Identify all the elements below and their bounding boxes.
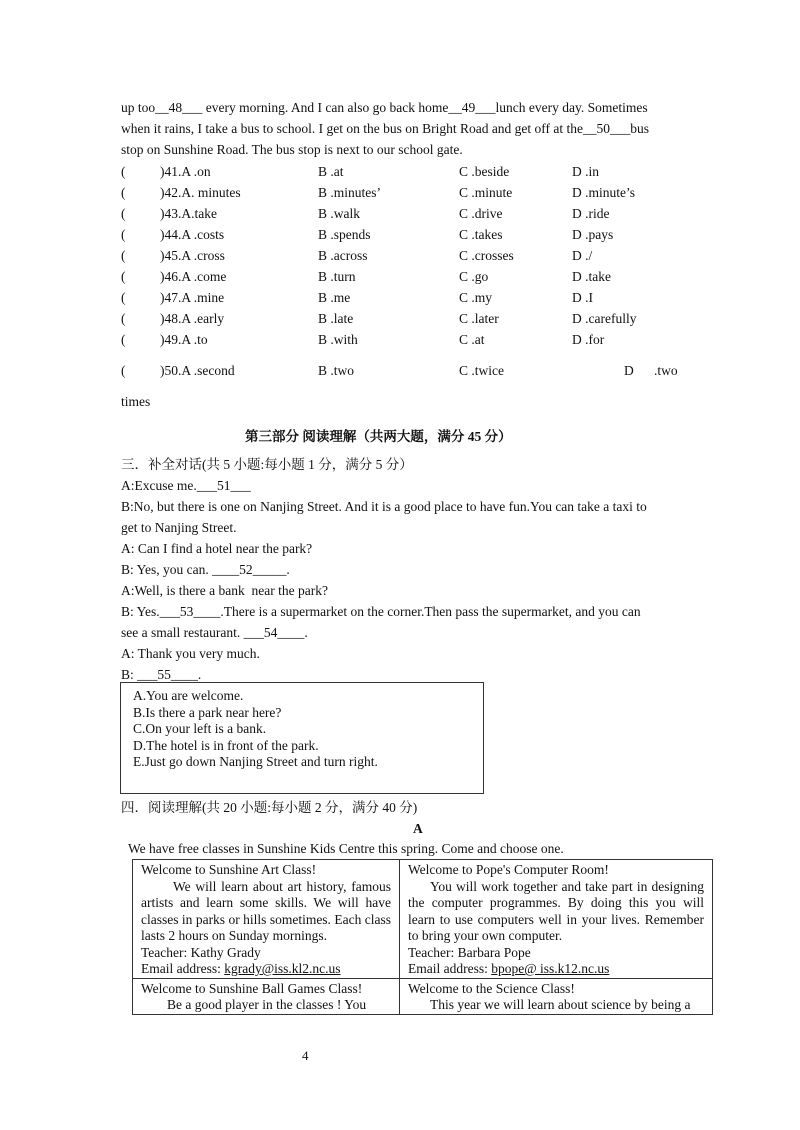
choice-b: B .me (318, 290, 351, 305)
choice-d: D .minute’s (572, 185, 635, 200)
computer-class-cell (400, 860, 713, 979)
part3-title: 三．补全对话(共 5 小题:每小题 1 分，满分 5 分） (121, 457, 413, 472)
part4-title: 四．阅读理解(共 20 小题:每小题 2 分，满分 40 分) (121, 800, 418, 815)
answer-paren[interactable]: ( (121, 164, 126, 179)
choice-row (121, 245, 681, 266)
table-row (133, 860, 713, 979)
choice-d: D .ride (572, 206, 610, 221)
dialogue-line: A: Can I find a hotel near the park? (121, 541, 313, 556)
choice-a: )46.A .come (160, 269, 227, 284)
ball-class-body: Be a good player in the classes ! You (167, 997, 367, 1012)
choice-row-50 (121, 360, 681, 381)
choice-c: C .twice (459, 363, 504, 378)
choice-c: C .go (459, 269, 489, 284)
answer-paren[interactable]: ( (121, 185, 126, 200)
dialogue-option: B.Is there a park near here? (133, 704, 282, 720)
science-class-body: This year we will learn about science by being a (430, 997, 691, 1012)
choice-a: )45.A .cross (160, 248, 225, 263)
choice-row (121, 308, 681, 329)
answer-paren[interactable]: ( (121, 248, 126, 263)
dialogue-line: B:No, but there is one on Nanjing Street. And it is a good place to have fun.You can take a taxi to (121, 499, 647, 514)
answer-paren[interactable]: ( (121, 206, 126, 221)
choice-a: )48.A .early (160, 311, 225, 326)
computer-email: Email address: bpope@ iss.k12.nc.us (408, 961, 610, 976)
choice-d-letter: D (624, 363, 634, 378)
choice-b: B .minutes’ (318, 185, 381, 200)
answer-paren[interactable]: ( (121, 269, 126, 284)
dialogue-line: B: Yes, you can. ____52_____. (121, 562, 290, 577)
computer-class-title: Welcome to Pope's Computer Room! (408, 862, 609, 877)
choice-d-text: .two (654, 363, 678, 378)
table-row (133, 978, 713, 1014)
choice-d: D .pays (572, 227, 614, 242)
choice-c: C .minute (459, 185, 513, 200)
art-email: Email address: kgrady@iss.kl2.nc.us (141, 961, 341, 976)
page-number: 4 (302, 1048, 309, 1063)
choice-b: B .with (318, 332, 358, 347)
choice-a: )43.A.take (160, 206, 217, 221)
dialogue-line: see a small restaurant. ___54____. (121, 625, 308, 640)
choice-row (121, 224, 681, 245)
dialogue-options-box (120, 682, 484, 794)
dialogue-option: A.You are welcome. (133, 688, 244, 703)
art-class-cell (133, 860, 400, 979)
choice-b: B .at (318, 164, 344, 179)
choice-c: C .my (459, 290, 493, 305)
dialogue-option: D.The hotel is in front of the park. (133, 737, 319, 753)
choice-b: B .walk (318, 206, 360, 221)
passage-intro: We have free classes in Sunshine Kids Centre this spring. Come and choose one. (128, 841, 564, 856)
ball-class-title: Welcome to Sunshine Ball Games Class! (141, 980, 363, 996)
passage-line: up too__48___ every morning. And I can also go back home__49___lunch every day. Sometimes (121, 100, 648, 115)
choice-d: D .carefully (572, 311, 637, 326)
choice-row (121, 182, 681, 203)
dialogue-line: B: ___55____. (121, 667, 202, 682)
computer-email-link[interactable]: bpope@ iss.k12.nc.us (491, 961, 610, 976)
science-class-title: Welcome to the Science Class! (408, 980, 575, 996)
choice-row (121, 287, 681, 308)
art-teacher: Teacher: Kathy Grady (141, 944, 261, 960)
choice-b: B .turn (318, 269, 356, 284)
choice-row (121, 203, 681, 224)
dialogue-line: B: Yes.___53____.There is a supermarket on the corner.Then pass the supermarket, and you can (121, 604, 641, 619)
passage-line: when it rains, I take a bus to school. I get on the bus on Bright Road and get off at the__50___bus (121, 121, 650, 136)
choice-a: )42.A. minutes (160, 185, 241, 200)
choice-a: )41.A .on (160, 164, 211, 179)
choice-b: B .late (318, 311, 354, 326)
choice-d: D .take (572, 269, 611, 284)
science-class-cell (400, 978, 713, 1014)
dialogue-line: A:Well, is there a bank near the park? (121, 583, 328, 598)
computer-class-body: You will work together and take part in designing the computer programmes. By doing this you will learn to use computers well in your lives. Remember to bring your own computer. (408, 878, 704, 943)
choice-c: C .later (459, 311, 499, 326)
choice-d: D .in (572, 164, 599, 179)
classes-table (132, 859, 713, 1015)
choice-a: )50.A .second (160, 363, 235, 378)
choice-a: )44.A .costs (160, 227, 225, 242)
choice-c: C .takes (459, 227, 503, 242)
answer-paren[interactable]: ( (121, 311, 126, 326)
choice-c: C .at (459, 332, 485, 347)
answer-paren[interactable]: ( (121, 227, 126, 242)
computer-teacher: Teacher: Barbara Pope (408, 944, 531, 960)
answer-paren[interactable]: ( (121, 290, 126, 305)
choice-c: C .drive (459, 206, 503, 221)
choice-c: C .crosses (459, 248, 514, 263)
passage-label: A (413, 821, 423, 836)
choice-d: D ./ (572, 248, 593, 263)
choice-b: B .two (318, 363, 355, 378)
ball-class-cell (133, 978, 400, 1014)
choice-d-wrap: times (121, 394, 151, 409)
section-title: 第三部分 阅读理解（共两大题，满分 45 分） (245, 429, 512, 444)
choice-d: D .I (572, 290, 593, 305)
dialogue-line: A: Thank you very much. (121, 646, 260, 661)
answer-paren[interactable]: ( (121, 332, 126, 347)
dialogue-line: get to Nanjing Street. (121, 520, 237, 535)
dialogue-option: C.On your left is a bank. (133, 721, 267, 736)
choice-row (121, 266, 681, 287)
choice-row (121, 161, 681, 182)
art-email-link[interactable]: kgrady@iss.kl2.nc.us (224, 961, 341, 976)
dialogue-line: A:Excuse me.___51___ (121, 478, 251, 493)
choice-a: )49.A .to (160, 332, 208, 347)
dialogue-option: E.Just go down Nanjing Street and turn right. (133, 754, 378, 769)
choice-c: C .beside (459, 164, 510, 179)
choice-a: )47.A .mine (160, 290, 225, 305)
art-class-title: Welcome to Sunshine Art Class! (141, 862, 317, 877)
art-class-body: We will learn about art history, famous artists and learn some skills. We will have classes in parks or hills sometimes. Each class lasts 2 hours on Sunday mornings. (141, 878, 391, 943)
passage-text (121, 97, 679, 160)
dialogue (121, 475, 679, 685)
answer-paren[interactable]: ( (121, 363, 126, 378)
choice-d: D .for (572, 332, 605, 347)
passage-line: stop on Sunshine Road. The bus stop is next to our school gate. (121, 142, 463, 157)
choice-b: B .spends (318, 227, 371, 242)
choice-row (121, 329, 681, 350)
choice-b: B .across (318, 248, 368, 263)
